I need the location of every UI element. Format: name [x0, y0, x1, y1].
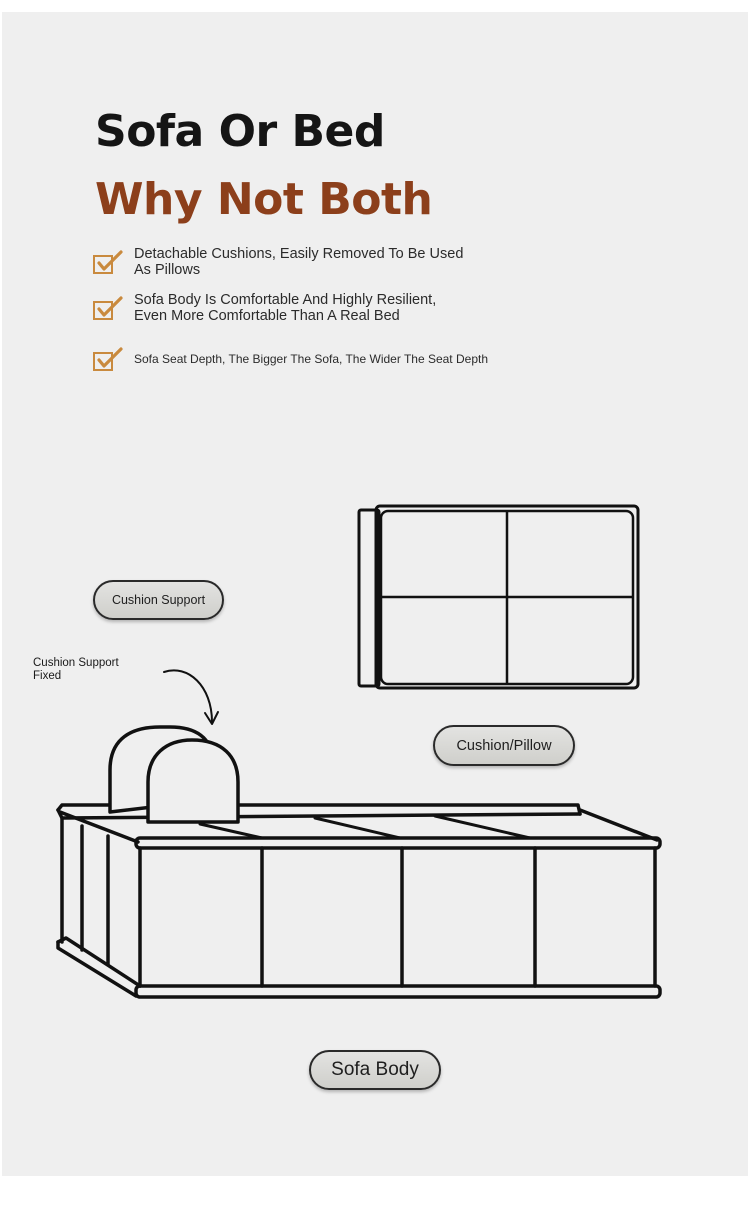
page-subtitle: Why Not Both: [95, 174, 433, 225]
cushion-support-label: Cushion Support: [93, 580, 224, 620]
feature-text: Sofa Seat Depth, The Bigger The Sofa, The Wider The Seat Depth: [134, 352, 488, 366]
sofa-body-label: Sofa Body: [309, 1050, 441, 1090]
cushion-support-fixed-label: Cushion Support Fixed: [33, 657, 119, 682]
feature-text: Sofa Body Is Comfortable And Highly Resilient, Even More Comfortable Than A Real Bed: [134, 292, 437, 324]
cushion-pillow-label: Cushion/Pillow: [433, 725, 575, 766]
sofa-body-drawing: [58, 805, 660, 997]
cushion-support-drawing: [110, 727, 238, 822]
page-title: Sofa Or Bed: [95, 106, 385, 157]
feature-text: Detachable Cushions, Easily Removed To Be Used As Pillows: [134, 246, 464, 278]
pointer-arrow: [164, 670, 218, 724]
cushion-pillow-drawing: [359, 506, 638, 688]
